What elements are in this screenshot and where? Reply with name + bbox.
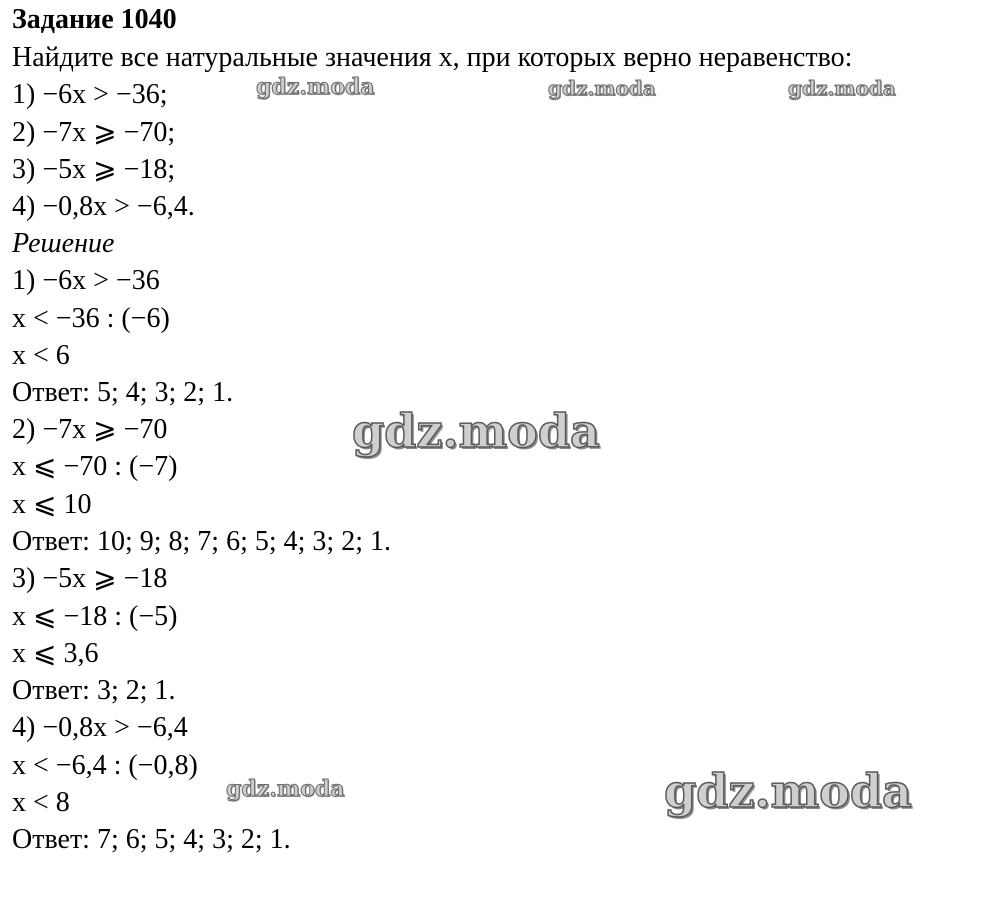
answer-line: Ответ: 10; 9; 8; 7; 6; 5; 4; 3; 2; 1. xyxy=(12,526,391,557)
answer-line: Ответ: 3; 2; 1. xyxy=(12,675,176,706)
solution-line: x ⩽ −70 : (−7) xyxy=(12,451,178,482)
watermark: gdz.moda xyxy=(664,764,912,818)
solution-line: 3) −5x ⩾ −18 xyxy=(12,563,168,594)
solution-line: 4) −0,8x > −6,4 xyxy=(12,712,188,743)
watermark: gdz.moda xyxy=(256,74,375,100)
task-title: Задание 1040 xyxy=(12,4,177,35)
task-item-1: 1) −6x > −36; xyxy=(12,79,168,110)
solution-line: 2) −7x ⩾ −70 xyxy=(12,414,168,445)
answer-line: Ответ: 7; 6; 5; 4; 3; 2; 1. xyxy=(12,824,291,855)
solution-line: x ⩽ −18 : (−5) xyxy=(12,601,178,632)
task-statement: Найдите все натуральные значения x, при которых верно неравенство: xyxy=(12,42,853,73)
solution-line: x < −36 : (−6) xyxy=(12,303,170,334)
solution-line: x < 8 xyxy=(12,787,70,818)
solution-line: x < 6 xyxy=(12,340,70,371)
solution-line: x ⩽ 10 xyxy=(12,489,92,520)
task-item-4: 4) −0,8x > −6,4. xyxy=(12,191,195,222)
task-item-3: 3) −5x ⩾ −18; xyxy=(12,154,176,185)
solution-line: 1) −6x > −36 xyxy=(12,265,160,296)
solution-line: x ⩽ 3,6 xyxy=(12,638,99,669)
solution-heading: Решение xyxy=(12,228,115,259)
answer-line: Ответ: 5; 4; 3; 2; 1. xyxy=(12,377,234,408)
watermark: gdz.moda xyxy=(548,76,656,100)
watermark: gdz.moda xyxy=(788,76,896,100)
watermark: gdz.moda xyxy=(352,404,600,458)
task-item-2: 2) −7x ⩾ −70; xyxy=(12,117,176,148)
watermark: gdz.moda xyxy=(226,776,345,802)
solution-line: x < −6,4 : (−0,8) xyxy=(12,750,198,781)
